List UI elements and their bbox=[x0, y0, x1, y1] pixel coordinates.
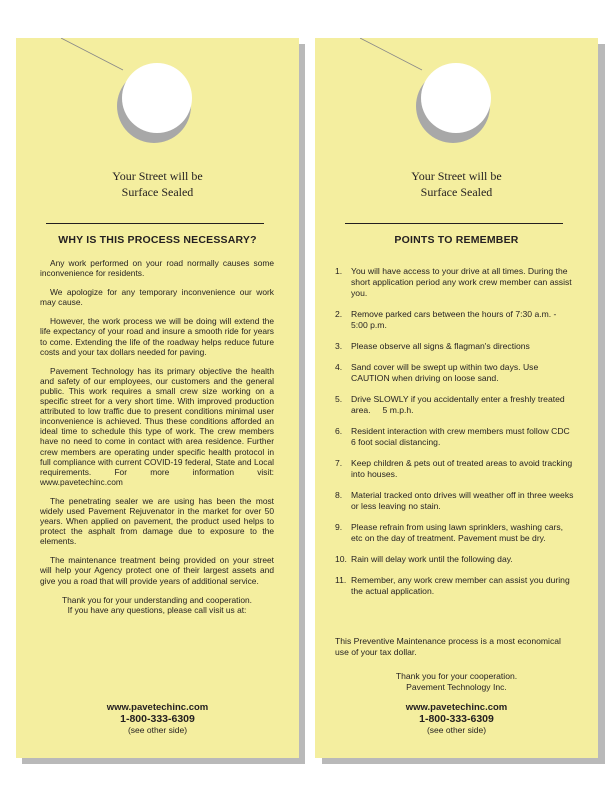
point-text: Remember, any work crew member can assist you during the actual application. bbox=[351, 575, 570, 596]
list-item bbox=[335, 266, 575, 299]
contact-block bbox=[16, 702, 299, 736]
divider bbox=[345, 223, 563, 224]
section-heading: WHY IS THIS PROCESS NECESSARY? bbox=[58, 234, 257, 246]
point-number: 9. bbox=[335, 522, 343, 532]
list-item bbox=[335, 458, 575, 480]
website-link[interactable]: www.pavetechinc.com bbox=[106, 702, 209, 713]
point-number: 6. bbox=[335, 426, 343, 436]
point-text: Please observe all signs & flagman's directions bbox=[351, 341, 530, 351]
point-number: 2. bbox=[335, 309, 343, 319]
phone-number[interactable]: 1-800-333-6309 bbox=[419, 713, 494, 725]
section-heading: POINTS TO REMEMBER bbox=[394, 234, 519, 246]
point-number: 8. bbox=[335, 490, 343, 500]
point-text: Resident interaction with crew members must follow CDC 6 foot social distancing. bbox=[351, 426, 570, 447]
divider bbox=[46, 223, 264, 224]
thanks-line: Thank you for your cooperation. bbox=[395, 671, 518, 681]
list-item bbox=[335, 362, 575, 384]
paragraph: Pavement Technology has its primary objective the health and safety of our employees, our customers and the general public. This work requires a small crew size working on a specific street for a very short time. With improved production attributed to low traffic due to present conditions minimal user inconvenience is achieved. Thus these conditions afforded an ideal time to schedule this type of work. The crew members have no need to come in contact with area residence. Further crew members are operating under specific health protocol in full compliance with current COVID-19 federal, State and Local requirements. For more information visit: www.pavetechinc.com bbox=[40, 365, 274, 487]
point-text: Sand cover will be swept up within two days. Use CAUTION when driving on loose sand. bbox=[351, 362, 539, 383]
company-name: Pavement Technology Inc. bbox=[406, 682, 507, 692]
points-list bbox=[335, 266, 575, 607]
door-hanger-right bbox=[315, 38, 598, 758]
website-link[interactable]: www.pavetechinc.com bbox=[405, 702, 508, 713]
point-number: 11. bbox=[335, 575, 347, 585]
closing-text: This Preventive Maintenance process is a most economical use of your tax dollar. bbox=[335, 636, 561, 657]
point-text: Rain will delay work until the following day. bbox=[351, 554, 513, 564]
street-title-line1: Your Street will be bbox=[411, 169, 502, 183]
list-item bbox=[335, 309, 575, 331]
list-item bbox=[335, 554, 575, 565]
point-number: 10. bbox=[335, 554, 347, 564]
street-title bbox=[315, 168, 598, 200]
door-hanger-left bbox=[16, 38, 299, 758]
point-number: 7. bbox=[335, 458, 343, 468]
paragraph: However, the work process we will be doing will extend the life expectancy of your road and insure a smooth ride for years to come. Extending the life of the roadway helps reduce future costs and your tax dollars needed for paving. bbox=[40, 316, 274, 357]
list-item bbox=[335, 426, 575, 448]
street-title-line1: Your Street will be bbox=[112, 169, 203, 183]
body-text bbox=[40, 258, 274, 624]
point-number: 5. bbox=[335, 394, 343, 404]
phone-number[interactable]: 1-800-333-6309 bbox=[120, 713, 195, 725]
contact-line: If you have any questions, please call visit us at: bbox=[67, 604, 247, 615]
paragraph: We apologize for any temporary inconvenience our work may cause. bbox=[40, 287, 274, 308]
list-item bbox=[335, 394, 575, 416]
point-text: Keep children & pets out of treated areas to avoid tracking into houses. bbox=[351, 458, 573, 479]
list-item bbox=[335, 522, 575, 544]
paragraph: Any work performed on your road normally causes some inconvenience for residents. bbox=[40, 258, 274, 279]
point-number: 3. bbox=[335, 341, 343, 351]
paragraph: The penetrating sealer we are using has been the most widely used Pavement Rejuvenator in the market for over 50 years. When applied on pavement, the product used helps to protect the asphalt from damage due to exposure to the elements. bbox=[40, 495, 274, 547]
point-number: 4. bbox=[335, 362, 343, 372]
point-text: You will have access to your drive at all times. During the short application period any work crew member can assist you. bbox=[351, 266, 572, 298]
hanger-hole bbox=[421, 63, 491, 133]
paragraph: The maintenance treatment being provided on your street will help your Agency protect one of their largest assets and give you a road that will provide years of additional service. bbox=[40, 555, 274, 586]
street-title-line2: Surface Sealed bbox=[121, 185, 194, 199]
contact-block bbox=[315, 702, 598, 736]
list-item bbox=[335, 490, 575, 512]
street-title-line2: Surface Sealed bbox=[420, 185, 493, 199]
see-other-side: (see other side) bbox=[127, 725, 188, 735]
point-text: Drive SLOWLY if you accidentally enter a freshly treated area. 5 m.p.h. bbox=[351, 394, 568, 415]
thanks-line: Thank you for your understanding and cooperation. bbox=[62, 594, 252, 605]
thanks-block bbox=[315, 671, 598, 693]
list-item bbox=[335, 341, 575, 352]
list-item bbox=[335, 575, 575, 597]
point-text: Remove parked cars between the hours of 7:30 a.m. - 5:00 p.m. bbox=[351, 309, 557, 330]
point-text: Material tracked onto drives will weather off in three weeks or less leaving no stain. bbox=[351, 490, 574, 511]
hanger-hole bbox=[122, 63, 192, 133]
point-number: 1. bbox=[335, 266, 343, 276]
street-title bbox=[16, 168, 299, 200]
see-other-side: (see other side) bbox=[426, 725, 487, 735]
point-text: Please refrain from using lawn sprinklers, washing cars, etc on the day of treatment. Pavement must be dry. bbox=[351, 522, 564, 543]
